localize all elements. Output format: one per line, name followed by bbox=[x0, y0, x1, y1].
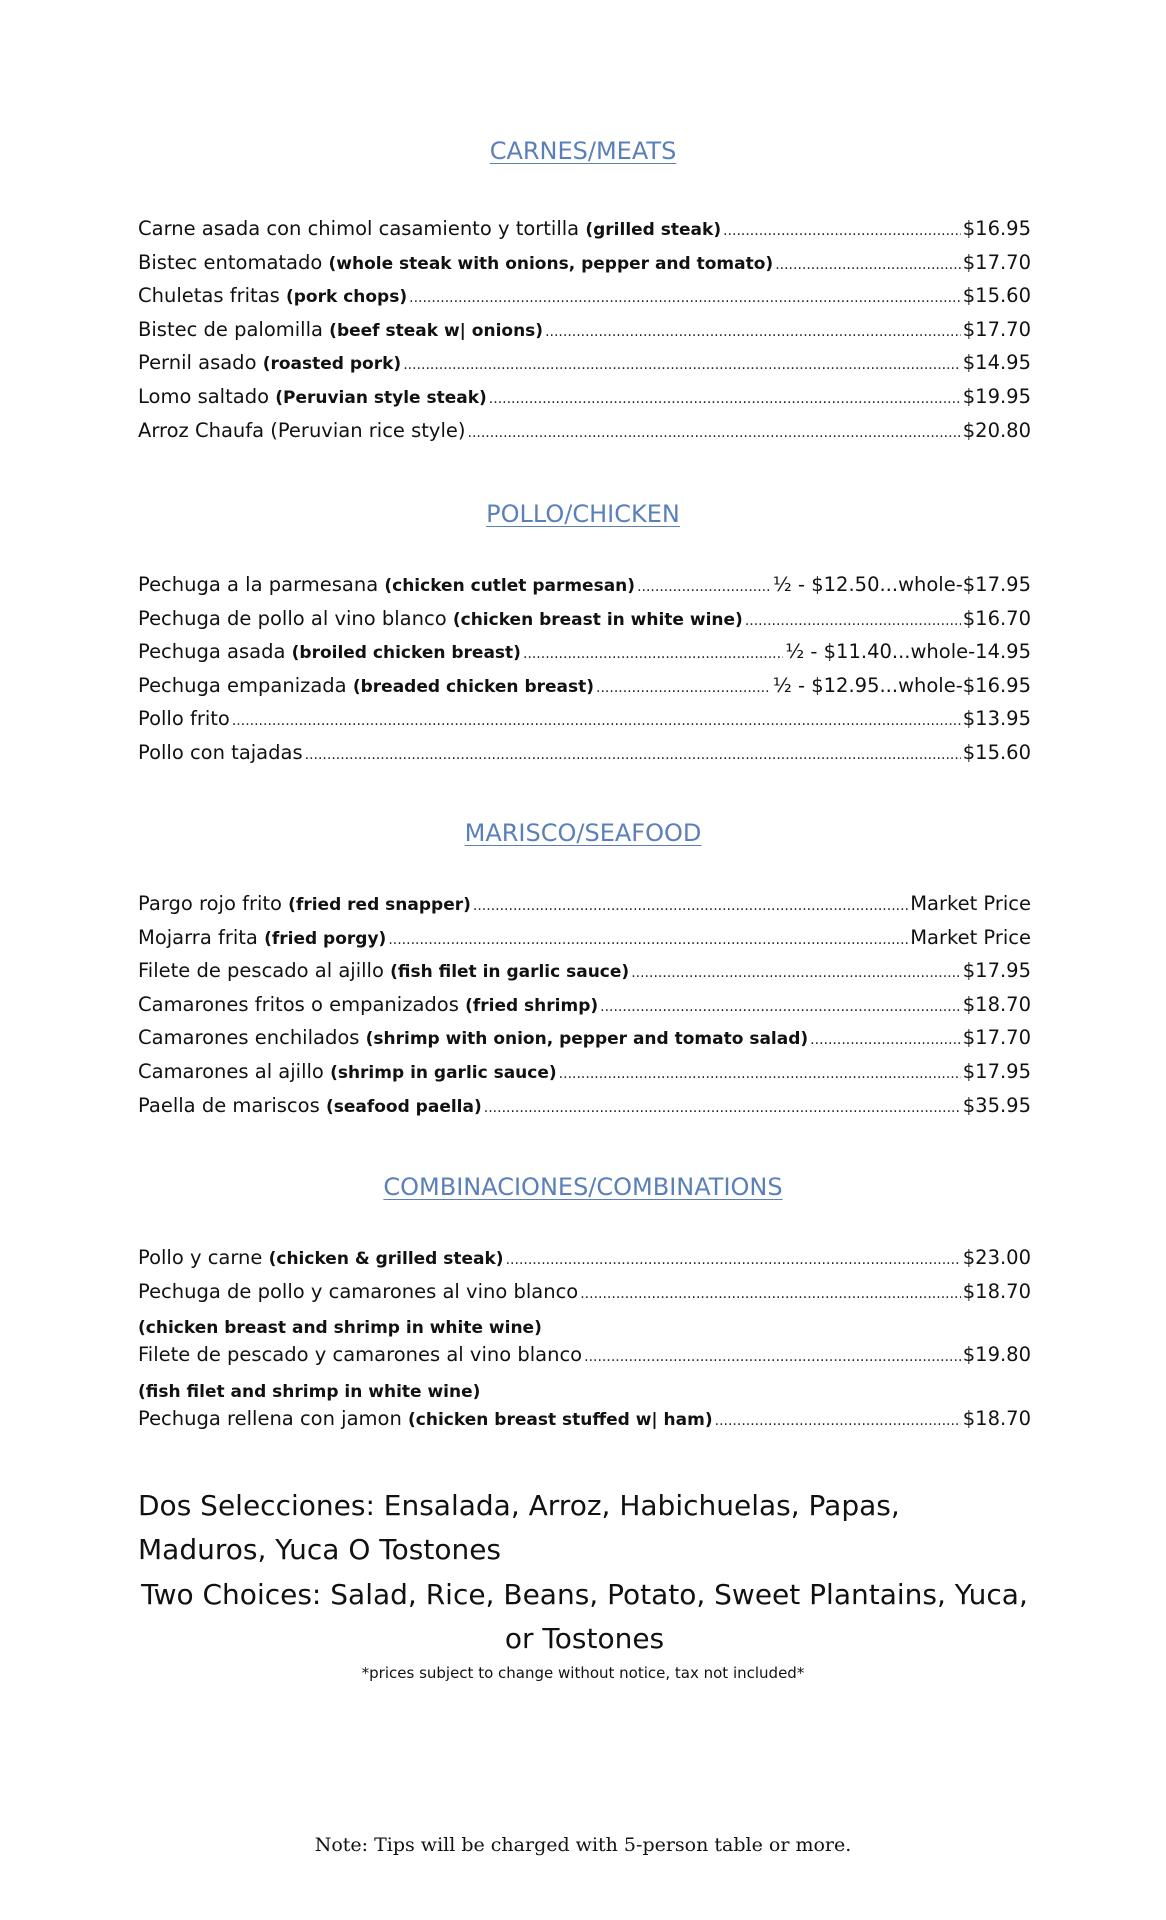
menu-item-name bbox=[138, 741, 303, 764]
dish-name: Lomo saltado bbox=[138, 384, 270, 408]
dish-description: (roasted pork) bbox=[262, 354, 402, 375]
dish-name: Pollo y carne bbox=[138, 1246, 263, 1269]
menu-item-price: $18.70 bbox=[962, 992, 1031, 1016]
dot-leader bbox=[637, 579, 771, 595]
dish-description: (fish filet in garlic sauce) bbox=[390, 962, 630, 983]
seafood-list bbox=[138, 892, 1031, 1127]
menu-item-price: $17.95 bbox=[962, 959, 1031, 983]
section-title-combinations: COMBINACIONES/COMBINATIONS bbox=[383, 1173, 783, 1201]
dot-leader bbox=[523, 646, 783, 662]
menu-item-name bbox=[138, 926, 386, 949]
menu-item bbox=[138, 1343, 1031, 1377]
menu-item-name bbox=[138, 674, 594, 697]
menu-item-name bbox=[138, 1407, 713, 1430]
menu-item-name bbox=[138, 959, 629, 982]
dish-description-line: (chicken breast and shrimp in white wine) bbox=[138, 1318, 542, 1339]
dish-description: (whole steak with onions, pepper and tomato) bbox=[328, 253, 774, 274]
menu-item-price: $14.95 bbox=[962, 351, 1031, 375]
dot-leader bbox=[775, 257, 961, 273]
dish-description: (chicken breast in white wine) bbox=[452, 609, 743, 630]
menu-item-name bbox=[138, 707, 230, 730]
dish-name: Pollo con tajadas bbox=[138, 740, 303, 764]
menu-item-name bbox=[138, 385, 487, 408]
menu-item bbox=[138, 318, 1031, 352]
menu-item-price: $17.70 bbox=[962, 1026, 1031, 1050]
menu-item-price: $19.95 bbox=[962, 384, 1031, 408]
menu-item-name bbox=[138, 573, 635, 596]
menu-item bbox=[138, 419, 1031, 453]
dish-name: Bistec entomatado bbox=[138, 250, 323, 274]
dot-leader bbox=[715, 1413, 961, 1429]
menu-item bbox=[138, 892, 1031, 926]
section-title-meats: CARNES/MEATS bbox=[489, 137, 677, 165]
price-disclaimer: *prices subject to change without notice, tax not included* bbox=[361, 1664, 805, 1682]
menu-item bbox=[138, 640, 1031, 674]
dot-leader bbox=[723, 223, 961, 239]
dot-leader bbox=[468, 425, 961, 441]
menu-item-price: $13.95 bbox=[962, 707, 1031, 731]
menu-item-price: $16.95 bbox=[962, 217, 1031, 240]
dot-leader bbox=[584, 1349, 961, 1365]
menu-item-name bbox=[138, 892, 471, 915]
dot-leader bbox=[388, 932, 908, 948]
dish-description: (chicken & grilled steak) bbox=[268, 1249, 504, 1269]
dot-leader bbox=[409, 290, 961, 306]
dish-name: Camarones enchilados bbox=[138, 1026, 360, 1050]
menu-item-price: Market Price bbox=[910, 925, 1031, 949]
dish-description: (breaded chicken breast) bbox=[352, 676, 595, 697]
menu-item bbox=[138, 1246, 1031, 1280]
dish-name: Chuletas fritas bbox=[138, 284, 280, 308]
menu-item-name bbox=[138, 1026, 808, 1049]
menu-item bbox=[138, 1407, 1031, 1441]
menu-item-price: $17.70 bbox=[962, 317, 1031, 341]
dish-name: Pernil asado bbox=[138, 351, 257, 375]
section-title-seafood: MARISCO/SEAFOOD bbox=[464, 819, 702, 847]
dot-leader bbox=[305, 747, 961, 763]
menu-item bbox=[138, 926, 1031, 960]
menu-item-name bbox=[138, 217, 721, 240]
menu-item-name bbox=[138, 1060, 557, 1083]
dish-description: (chicken breast stuffed w| ham) bbox=[408, 1409, 713, 1430]
dish-description: (chicken cutlet parmesan) bbox=[384, 576, 636, 596]
menu-item-price: $35.95 bbox=[962, 1093, 1031, 1117]
menu-item-price: $17.70 bbox=[962, 250, 1031, 274]
dot-leader bbox=[506, 1252, 961, 1268]
menu-item bbox=[138, 607, 1031, 641]
dot-leader bbox=[580, 1286, 961, 1302]
dish-name: Pechuga de pollo al vino blanco bbox=[138, 606, 447, 630]
menu-item-price: $18.70 bbox=[962, 1406, 1031, 1430]
meats-list bbox=[138, 217, 1031, 452]
menu-item-name bbox=[138, 607, 743, 630]
dish-name: Bistec de palomilla bbox=[138, 317, 323, 341]
menu-item bbox=[138, 217, 1031, 251]
dish-description-line: (fish filet and shrimp in white wine) bbox=[138, 1381, 481, 1402]
menu-item-price: $17.95 bbox=[962, 1059, 1031, 1083]
menu-item-price: $20.80 bbox=[962, 418, 1031, 442]
menu-item-name bbox=[138, 1246, 504, 1269]
menu-item bbox=[138, 707, 1031, 741]
dot-leader bbox=[484, 1100, 961, 1116]
menu-item bbox=[138, 385, 1031, 419]
menu-item-name bbox=[138, 318, 543, 341]
dish-description: (shrimp with onion, pepper and tomato salad) bbox=[365, 1029, 809, 1050]
menu-item bbox=[138, 959, 1031, 993]
menu-item-name bbox=[138, 1343, 582, 1366]
dish-name: Carne asada con chimol casamiento y tortilla bbox=[138, 217, 580, 240]
menu-item-name bbox=[138, 284, 407, 307]
menu-item bbox=[138, 573, 1031, 607]
menu-item bbox=[138, 251, 1031, 285]
dish-name: Camarones al ajillo bbox=[138, 1059, 324, 1083]
menu-item-price: ½ - $12.95...whole-$16.95 bbox=[772, 673, 1031, 697]
menu-item bbox=[138, 1026, 1031, 1060]
menu-item-name bbox=[138, 640, 521, 663]
combinations-list bbox=[138, 1246, 1031, 1440]
dot-leader bbox=[232, 713, 961, 729]
menu-item bbox=[138, 674, 1031, 708]
menu-item-name bbox=[138, 1094, 482, 1117]
chicken-list bbox=[138, 573, 1031, 775]
menu-item-price: $19.80 bbox=[962, 1343, 1031, 1367]
dish-description: (Peruvian style steak) bbox=[275, 387, 487, 408]
dish-description: (fried shrimp) bbox=[465, 995, 599, 1016]
dish-description: (pork chops) bbox=[285, 287, 408, 308]
dot-leader bbox=[403, 357, 961, 373]
dish-description: (broiled chicken breast) bbox=[291, 643, 521, 664]
dish-name: Pechuga a la parmesana bbox=[138, 573, 379, 596]
dish-name: Pechuga empanizada bbox=[138, 673, 347, 697]
menu-item-price: $15.60 bbox=[962, 284, 1031, 308]
dish-name: Pechuga de pollo y camarones al vino blanco bbox=[138, 1279, 579, 1303]
dot-leader bbox=[489, 391, 961, 407]
dish-name: Filete de pescado al ajillo bbox=[138, 959, 384, 983]
dish-name: Pargo rojo frito bbox=[138, 892, 282, 915]
tips-note: Note: Tips will be charged with 5-person table or more. bbox=[314, 1834, 852, 1856]
menu-item bbox=[138, 351, 1031, 385]
dish-name: Filete de pescado y camarones al vino blanco bbox=[138, 1343, 583, 1367]
menu-item-name bbox=[138, 1280, 578, 1303]
dish-name: Pechuga rellena con jamon bbox=[138, 1406, 402, 1430]
menu-item bbox=[138, 1094, 1031, 1128]
menu-item-price: Market Price bbox=[910, 892, 1031, 915]
section-title-chicken: POLLO/CHICKEN bbox=[486, 500, 680, 528]
menu-item-name bbox=[138, 351, 401, 374]
menu-item-name bbox=[138, 251, 773, 274]
menu-item bbox=[138, 741, 1031, 775]
menu-item-price: $18.70 bbox=[962, 1279, 1031, 1303]
menu-item-price: $23.00 bbox=[962, 1246, 1031, 1269]
menu-item bbox=[138, 1280, 1031, 1314]
menu-item-price: ½ - $12.50...whole-$17.95 bbox=[772, 573, 1031, 596]
dish-description: (fried red snapper) bbox=[288, 895, 471, 915]
dish-name: Pechuga asada bbox=[138, 640, 286, 664]
dish-description: (shrimp in garlic sauce) bbox=[330, 1062, 557, 1083]
dot-leader bbox=[596, 680, 771, 696]
menu-item bbox=[138, 993, 1031, 1027]
dot-leader bbox=[745, 613, 961, 629]
dish-name: Arroz Chaufa (Peruvian rice style) bbox=[138, 418, 466, 442]
dish-name: Pollo frito bbox=[138, 707, 230, 731]
choices-english: Two Choices: Salad, Rice, Beans, Potato, Sweet Plantains, Yuca, or Tostones bbox=[141, 1578, 1028, 1655]
dish-name: Mojarra frita bbox=[138, 925, 258, 949]
dot-leader bbox=[473, 898, 908, 914]
dish-description: (grilled steak) bbox=[585, 220, 722, 240]
menu-item-name bbox=[138, 993, 598, 1016]
dish-name: Camarones fritos o empanizados bbox=[138, 992, 459, 1016]
menu-item-price: ½ - $11.40...whole-14.95 bbox=[785, 640, 1031, 664]
menu-item bbox=[138, 284, 1031, 318]
dish-description: (beef steak w| onions) bbox=[329, 320, 544, 341]
dot-leader bbox=[631, 965, 961, 981]
menu-item-price: $16.70 bbox=[962, 606, 1031, 630]
choices-spanish: Dos Selecciones: Ensalada, Arroz, Habichuelas, Papas, Maduros, Yuca O Tostones bbox=[138, 1489, 900, 1566]
dot-leader bbox=[810, 1032, 961, 1048]
dish-description: (fried porgy) bbox=[264, 928, 387, 949]
dot-leader bbox=[559, 1066, 961, 1082]
dish-name: Paella de mariscos bbox=[138, 1093, 320, 1117]
dish-description: (seafood paella) bbox=[325, 1096, 482, 1117]
menu-item-price: $15.60 bbox=[962, 740, 1031, 764]
menu-item bbox=[138, 1060, 1031, 1094]
menu-item-name bbox=[138, 419, 466, 442]
dot-leader bbox=[600, 999, 961, 1015]
dot-leader bbox=[545, 324, 961, 340]
